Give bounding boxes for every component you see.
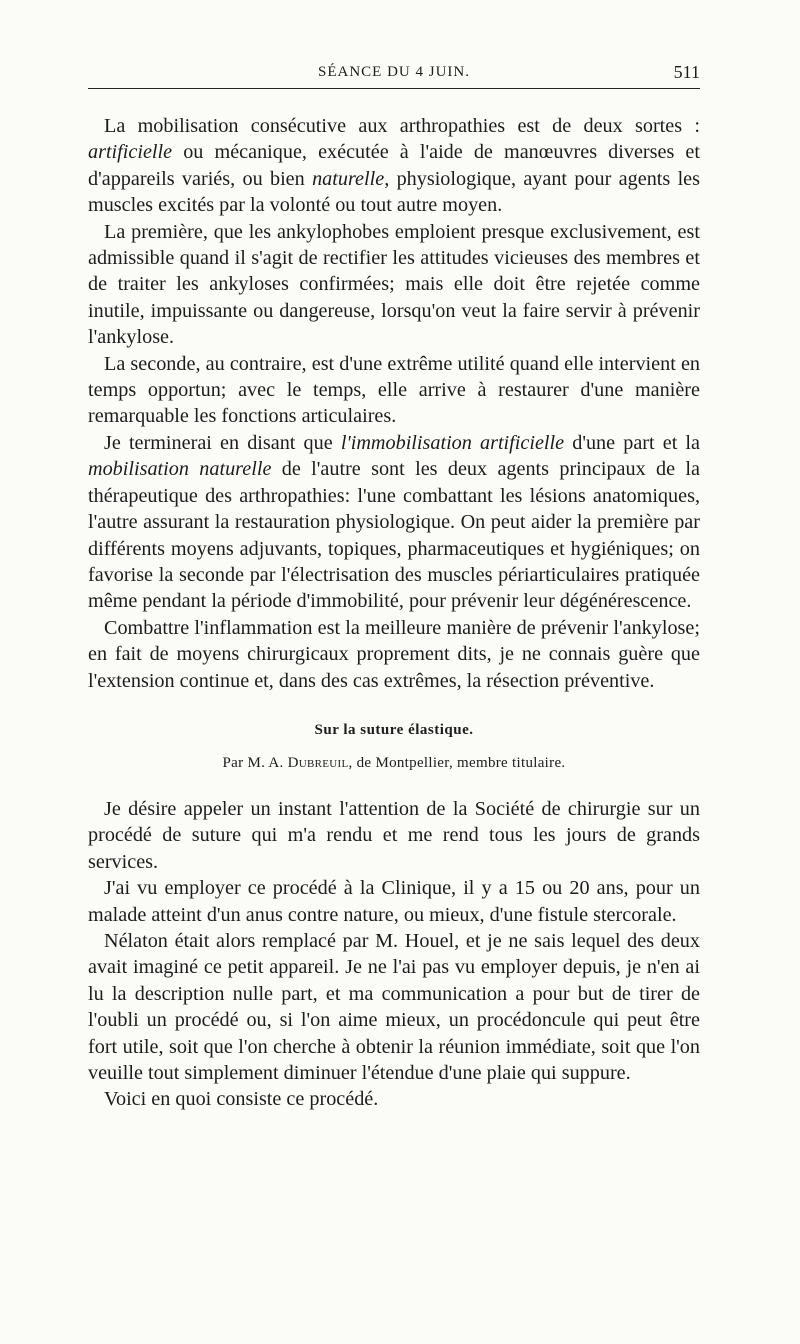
- article-continuation: [88, 113, 700, 694]
- text-run: Je terminerai en disant que: [104, 431, 341, 454]
- author-name: Dubreuil: [287, 754, 349, 771]
- page-number: 511: [673, 62, 700, 82]
- text-run: Combattre l'inflammation est la meilleure manière de prévenir l'ankylose; en fait de moyens chirurgicaux proprement dits, je ne connais guère que l'extension continue et, dans des cas extrêmes, la résection préventive.: [88, 616, 700, 692]
- text-run: La mobilisation consécutive aux arthropathies est de deux sortes :: [104, 115, 700, 137]
- text-run: Je désire appeler un instant l'attention de la Société de chirurgie sur un procédé de suture qui m'a rendu et me rend tous les jours de grands services.: [88, 797, 700, 873]
- text-run: J'ai vu employer ce procédé à la Clinique, il y a 15 ou 20 ans, pour un malade atteint d'un anus contre nature, ou mieux, d'une fistule stercorale.: [88, 877, 700, 926]
- italic-text: l'immobilisation artificielle: [340, 431, 565, 454]
- byline-suffix: , de Montpellier, membre titulaire.: [348, 754, 566, 771]
- paragraph: [88, 351, 700, 430]
- text-run: de l'autre sont les deux agents principaux de la thérapeutique des arthropathies: l'une combattant les lésions anatomiques, l'autre assurant la restauration physiologique. On peut aider la première par différents moyens adjuvants, topiques, pharmaceutiques et hygiéniques; on favorise la seconde par l'électrisation des muscles périarticulaires pratiquée même pendant la période d'immobilité, pour prévenir leur dégénérescence.: [88, 458, 700, 613]
- paragraph: [88, 113, 700, 219]
- text-run: d'une part et la: [564, 431, 700, 454]
- text-run: La première, que les ankylophobes emploient presque exclusivement, est admissible quand il s'agit de rectifier les attitudes vicieuses des membres et de traiter les ankyloses confirmées; mais elle doit être rejetée comme inutile, impuissante ou dangereuse, lorsqu'on veut la faire servir à prévenir l'ankylose.: [88, 220, 700, 349]
- paragraph: [88, 219, 700, 351]
- text-run: Nélaton était alors remplacé par M. Houel, et je ne sais lequel des deux avait imaginé ce petit appareil. Je ne l'ai pas vu employer depuis, je n'en ai lu la description nulle part, et ma communication a pour but de tirer de l'oubli un procédé ou, si l'on aime mieux, un procédoncule qui peut être fort utile, soit que l'on cherche à obtenir la réunion immédiate, soit que l'on veuille tout simplement diminuer l'étendue d'une plaie qui suppure.: [88, 929, 700, 1084]
- italic-text: mobilisation naturelle: [88, 458, 272, 481]
- paragraph: [88, 928, 700, 1086]
- text-run: La seconde, au contraire, est d'une extrême utilité quand elle intervient en temps opportun; avec le temps, elle arrive à restaurer d'une manière remarquable les fonctions articulaires.: [88, 352, 700, 428]
- byline-prefix: Par M. A.: [222, 754, 288, 771]
- running-head: SÉANCE DU 4 JUIN.: [318, 64, 470, 80]
- author-byline: [88, 755, 700, 772]
- new-article-body: [88, 796, 700, 1113]
- paragraph: [88, 875, 700, 928]
- journal-page: [88, 56, 700, 1113]
- paragraph: [88, 615, 700, 694]
- paragraph: [88, 430, 700, 615]
- paragraph: [88, 796, 700, 875]
- page-header: [88, 56, 700, 89]
- italic-text: naturelle: [312, 167, 385, 190]
- text-run: , physiologique, ayant pour agents les muscles excités par la volonté ou tout autre moyen.: [88, 167, 700, 217]
- paragraph: [88, 1086, 700, 1112]
- text-run: ou mécanique, exécutée à l'aide de manœuvres diverses et d'appareils variés, ou bien: [88, 141, 700, 190]
- section-title: Sur la suture élastique.: [314, 721, 474, 738]
- text-run: Voici en quoi consiste ce procédé.: [104, 1088, 379, 1111]
- italic-text: artificielle: [88, 141, 173, 164]
